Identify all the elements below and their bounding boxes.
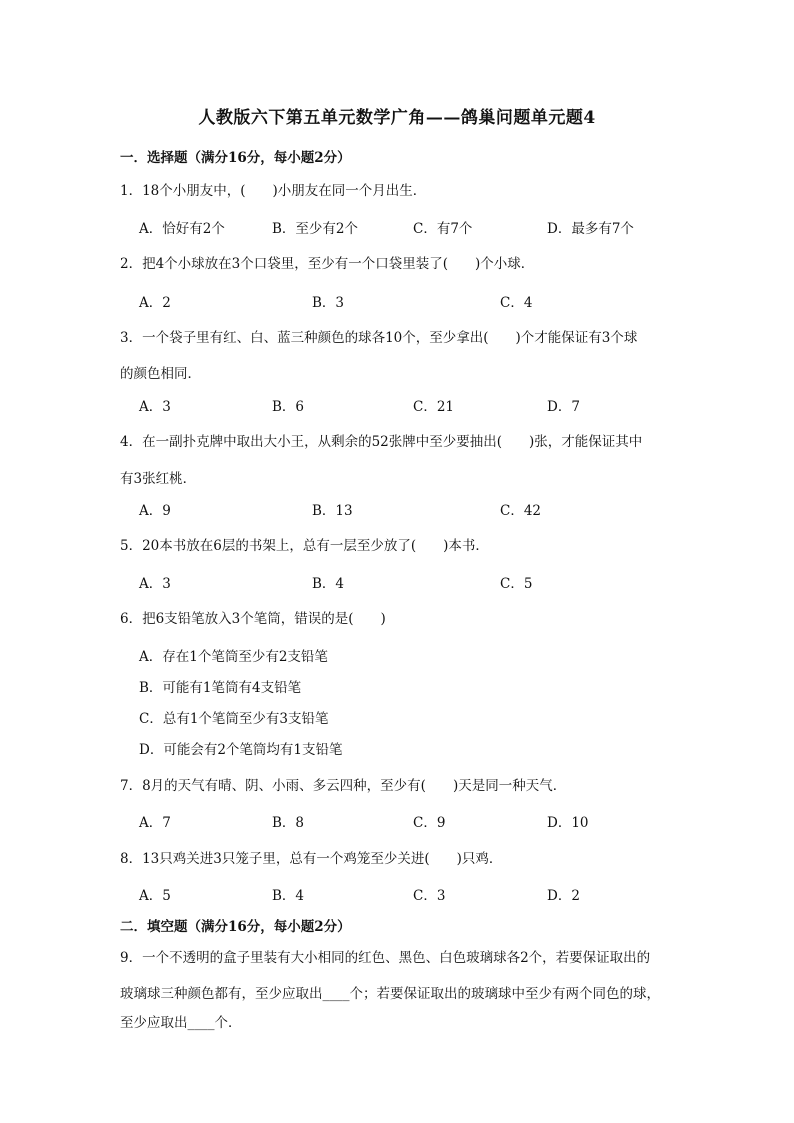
question-2-options bbox=[139, 291, 699, 309]
question-7-stem: 7．8月的天气有晴、阴、小雨、多云四种，至少有( )天是同一种天气． bbox=[120, 778, 567, 794]
question-7-options bbox=[139, 811, 699, 829]
option-c: C．9 bbox=[413, 815, 446, 831]
option-a: A．2 bbox=[139, 295, 171, 311]
question-5-options bbox=[139, 572, 699, 590]
question-6-option-a: A．存在1个笔筒至少有2支铅笔 bbox=[139, 649, 328, 665]
option-b: B．13 bbox=[312, 503, 353, 519]
option-b: B．8 bbox=[272, 815, 305, 831]
question-6-option-d: D．可能会有2个笔筒均有1支铅笔 bbox=[139, 742, 343, 758]
question-1-options bbox=[139, 217, 699, 235]
option-d: D．10 bbox=[547, 815, 589, 831]
question-3-stem-line1: 3．一个袋子里有红、白、蓝三种颜色的球各10个，至少拿出( )个才能保证有3个球 bbox=[120, 330, 638, 346]
option-d: D．7 bbox=[547, 399, 580, 415]
question-3-stem-line2: 的颜色相同． bbox=[120, 366, 201, 382]
option-d: D．最多有7个 bbox=[547, 221, 634, 237]
question-2-stem: 2．把4个小球放在3个口袋里，至少有一个口袋里装了( )个小球． bbox=[120, 256, 535, 272]
option-c: C．5 bbox=[500, 576, 533, 592]
question-9-line2: 玻璃球三种颜色都有，至少应取出____个；若要保证取出的玻璃球中至少有两个同色的球， bbox=[120, 986, 660, 1002]
question-4-stem-line1: 4．在一副扑克牌中取出大小王，从剩余的52张牌中至少要抽出( )张，才能保证其中 bbox=[120, 434, 643, 450]
question-6-stem: 6．把6支铅笔放入3个笔筒，错误的是( ) bbox=[120, 611, 386, 627]
question-6-option-c: C．总有1个笔筒至少有3支铅笔 bbox=[139, 711, 329, 727]
option-c: C．3 bbox=[413, 888, 446, 904]
section-heading-choice: 一．选择题（满分16分，每小题2分） bbox=[120, 150, 351, 166]
option-b: B．4 bbox=[272, 888, 305, 904]
option-a: A．3 bbox=[139, 399, 171, 415]
question-1-stem: 1．18个小朋友中，( )小朋友在同一个月出生． bbox=[120, 183, 427, 199]
question-8-options bbox=[139, 884, 699, 902]
question-9-line3: 至少应取出____个． bbox=[120, 1015, 242, 1031]
section-heading-fill: 二．填空题（满分16分，每小题2分） bbox=[120, 919, 351, 935]
option-b: B．6 bbox=[272, 399, 305, 415]
option-b: B．3 bbox=[312, 295, 345, 311]
option-a: A．7 bbox=[139, 815, 171, 831]
document-title: 人教版六下第五单元数学广角——鸽巢问题单元题4 bbox=[198, 108, 596, 128]
question-4-options bbox=[139, 499, 699, 517]
option-c: C．21 bbox=[413, 399, 455, 415]
option-c: C．4 bbox=[500, 295, 533, 311]
question-8-stem: 8．13只鸡关进3只笼子里，总有一个鸡笼至少关进( )只鸡． bbox=[120, 851, 503, 867]
question-5-stem: 5．20本书放在6层的书架上，总有一层至少放了( )本书． bbox=[120, 538, 489, 554]
question-9-line1: 9．一个不透明的盒子里装有大小相同的红色、黑色、白色玻璃球各2个，若要保证取出的 bbox=[120, 950, 651, 966]
option-c: C．42 bbox=[500, 503, 542, 519]
option-a: A．3 bbox=[139, 576, 171, 592]
option-d: D．2 bbox=[547, 888, 580, 904]
option-a: A．5 bbox=[139, 888, 171, 904]
option-c: C．有7个 bbox=[413, 221, 473, 237]
question-4-stem-line2: 有3张红桃． bbox=[120, 471, 197, 487]
option-a: A．恰好有2个 bbox=[139, 221, 225, 237]
option-b: B．至少有2个 bbox=[272, 221, 359, 237]
question-6-option-b: B．可能有1笔筒有4支铅笔 bbox=[139, 680, 302, 696]
option-a: A．9 bbox=[139, 503, 171, 519]
question-3-options bbox=[139, 395, 699, 413]
option-b: B．4 bbox=[312, 576, 345, 592]
